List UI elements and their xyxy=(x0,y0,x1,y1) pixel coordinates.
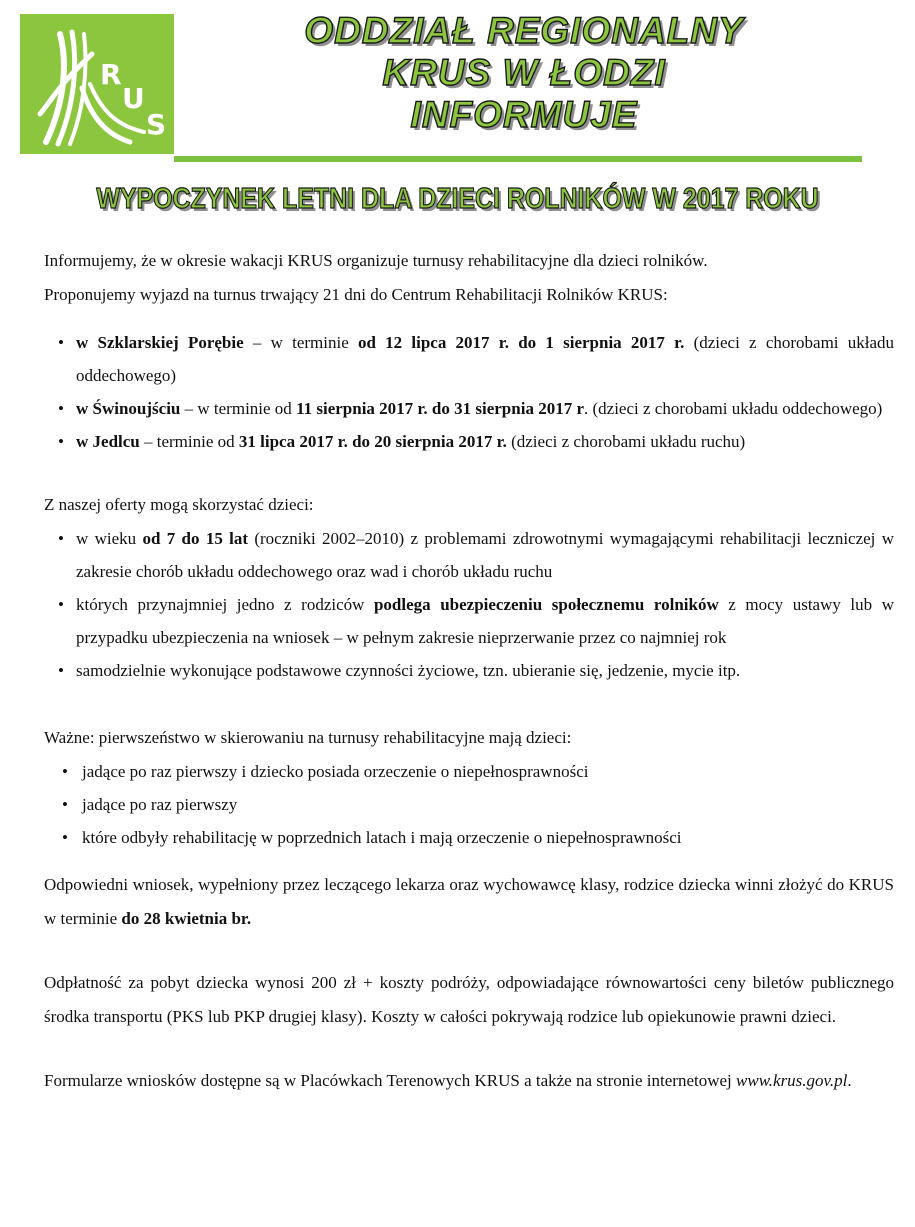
list-item: • których przynajmniej jedno z rodziców podlega ubezpieczeniu społecznemu rolników z mocy ustawy lub w przypadku ubezpieczenia na wniosek – w pełnym zakresie nieprzerwanie przez co najmniej rok xyxy=(44,588,894,654)
list-item: • jadące po raz pierwszy xyxy=(44,788,894,821)
intro-line: Proponujemy wyjazd na turnus trwający 21 dni do Centrum Rehabilitacji Rolników KRUS: xyxy=(44,285,668,304)
svg-text:U: U xyxy=(122,82,145,115)
list-item: • w Świnoujściu – w terminie od 11 sierpnia 2017 r. do 31 sierpnia 2017 r. (dzieci z chorobami układu oddechowego) xyxy=(44,392,894,425)
eligibility-list xyxy=(44,522,894,687)
page-subtitle: WYPOCZYNEK LETNI DLA DZIECI ROLNIKÓW W 2017 ROKU xyxy=(96,183,819,215)
cost-paragraph: Odpłatność za pobyt dziecka wynosi 200 zł + koszty podróży, odpowiadające równowartości ceny biletów publicznego środka transportu (PKS lub PKP drugiej klasy). Koszty w całości pokrywają rodzice lub opiekunowie prawni dzieci. xyxy=(44,973,894,1026)
list-item: • w Jedlcu – terminie od 31 lipca 2017 r. do 20 sierpnia 2017 r. (dzieci z chorobami układu ruchu) xyxy=(44,425,894,458)
header-title-line: KRUS W ŁODZI xyxy=(382,52,666,93)
header-title-line: INFORMUJE xyxy=(410,94,638,135)
svg-text:S: S xyxy=(146,108,167,141)
header-divider xyxy=(174,156,862,162)
locations-list xyxy=(44,326,894,458)
intro-line: Informujemy, że w okresie wakacji KRUS organizuje turnusy rehabilitacyjne dla dzieci rolników. xyxy=(44,251,708,270)
svg-text:R: R xyxy=(100,58,122,91)
list-item: • w Szklarskiej Porębie – w terminie od 12 lipca 2017 r. do 1 sierpnia 2017 r. (dzieci z chorobami układu oddechowego) xyxy=(44,326,894,392)
krus-website-link[interactable]: www.krus.gov.pl xyxy=(736,1071,848,1090)
eligibility-heading: Z naszej oferty mogą skorzystać dzieci: xyxy=(44,495,314,514)
application-paragraph: Odpowiedni wniosek, wypełniony przez leczącego lekarza oraz wychowawcę klasy, rodzice dziecka winni złożyć do KRUS w terminie do 28 kwietnia br. xyxy=(44,875,894,928)
header-title xyxy=(174,10,874,136)
list-item: • jadące po raz pierwszy i dziecko posiada orzeczenie o niepełnosprawności xyxy=(44,755,894,788)
list-item: • samodzielnie wykonujące podstawowe czynności życiowe, tzn. ubieranie się, jedzenie, mycie itp. xyxy=(44,654,894,687)
list-item: • w wieku od 7 do 15 lat (roczniki 2002–2010) z problemami zdrowotnymi wymagającymi rehabilitacji leczniczej w zakresie chorób układu oddechowego oraz wad i chorób układu ruchu xyxy=(44,522,894,588)
document-body xyxy=(44,244,894,1098)
forms-paragraph: Formularze wniosków dostępne są w Placówkach Terenowych KRUS a także na stronie internetowej www.krus.gov.pl. xyxy=(44,1071,852,1090)
header-title-line: ODDZIAŁ REGIONALNY xyxy=(304,10,744,51)
krus-logo-icon xyxy=(20,14,174,154)
priority-heading: Ważne: pierwszeństwo w skierowaniu na turnusy rehabilitacyjne mają dzieci: xyxy=(44,728,572,747)
priority-list xyxy=(44,755,894,854)
list-item: • które odbyły rehabilitację w poprzednich latach i mają orzeczenie o niepełnosprawności xyxy=(44,821,894,854)
krus-logo xyxy=(20,14,174,154)
